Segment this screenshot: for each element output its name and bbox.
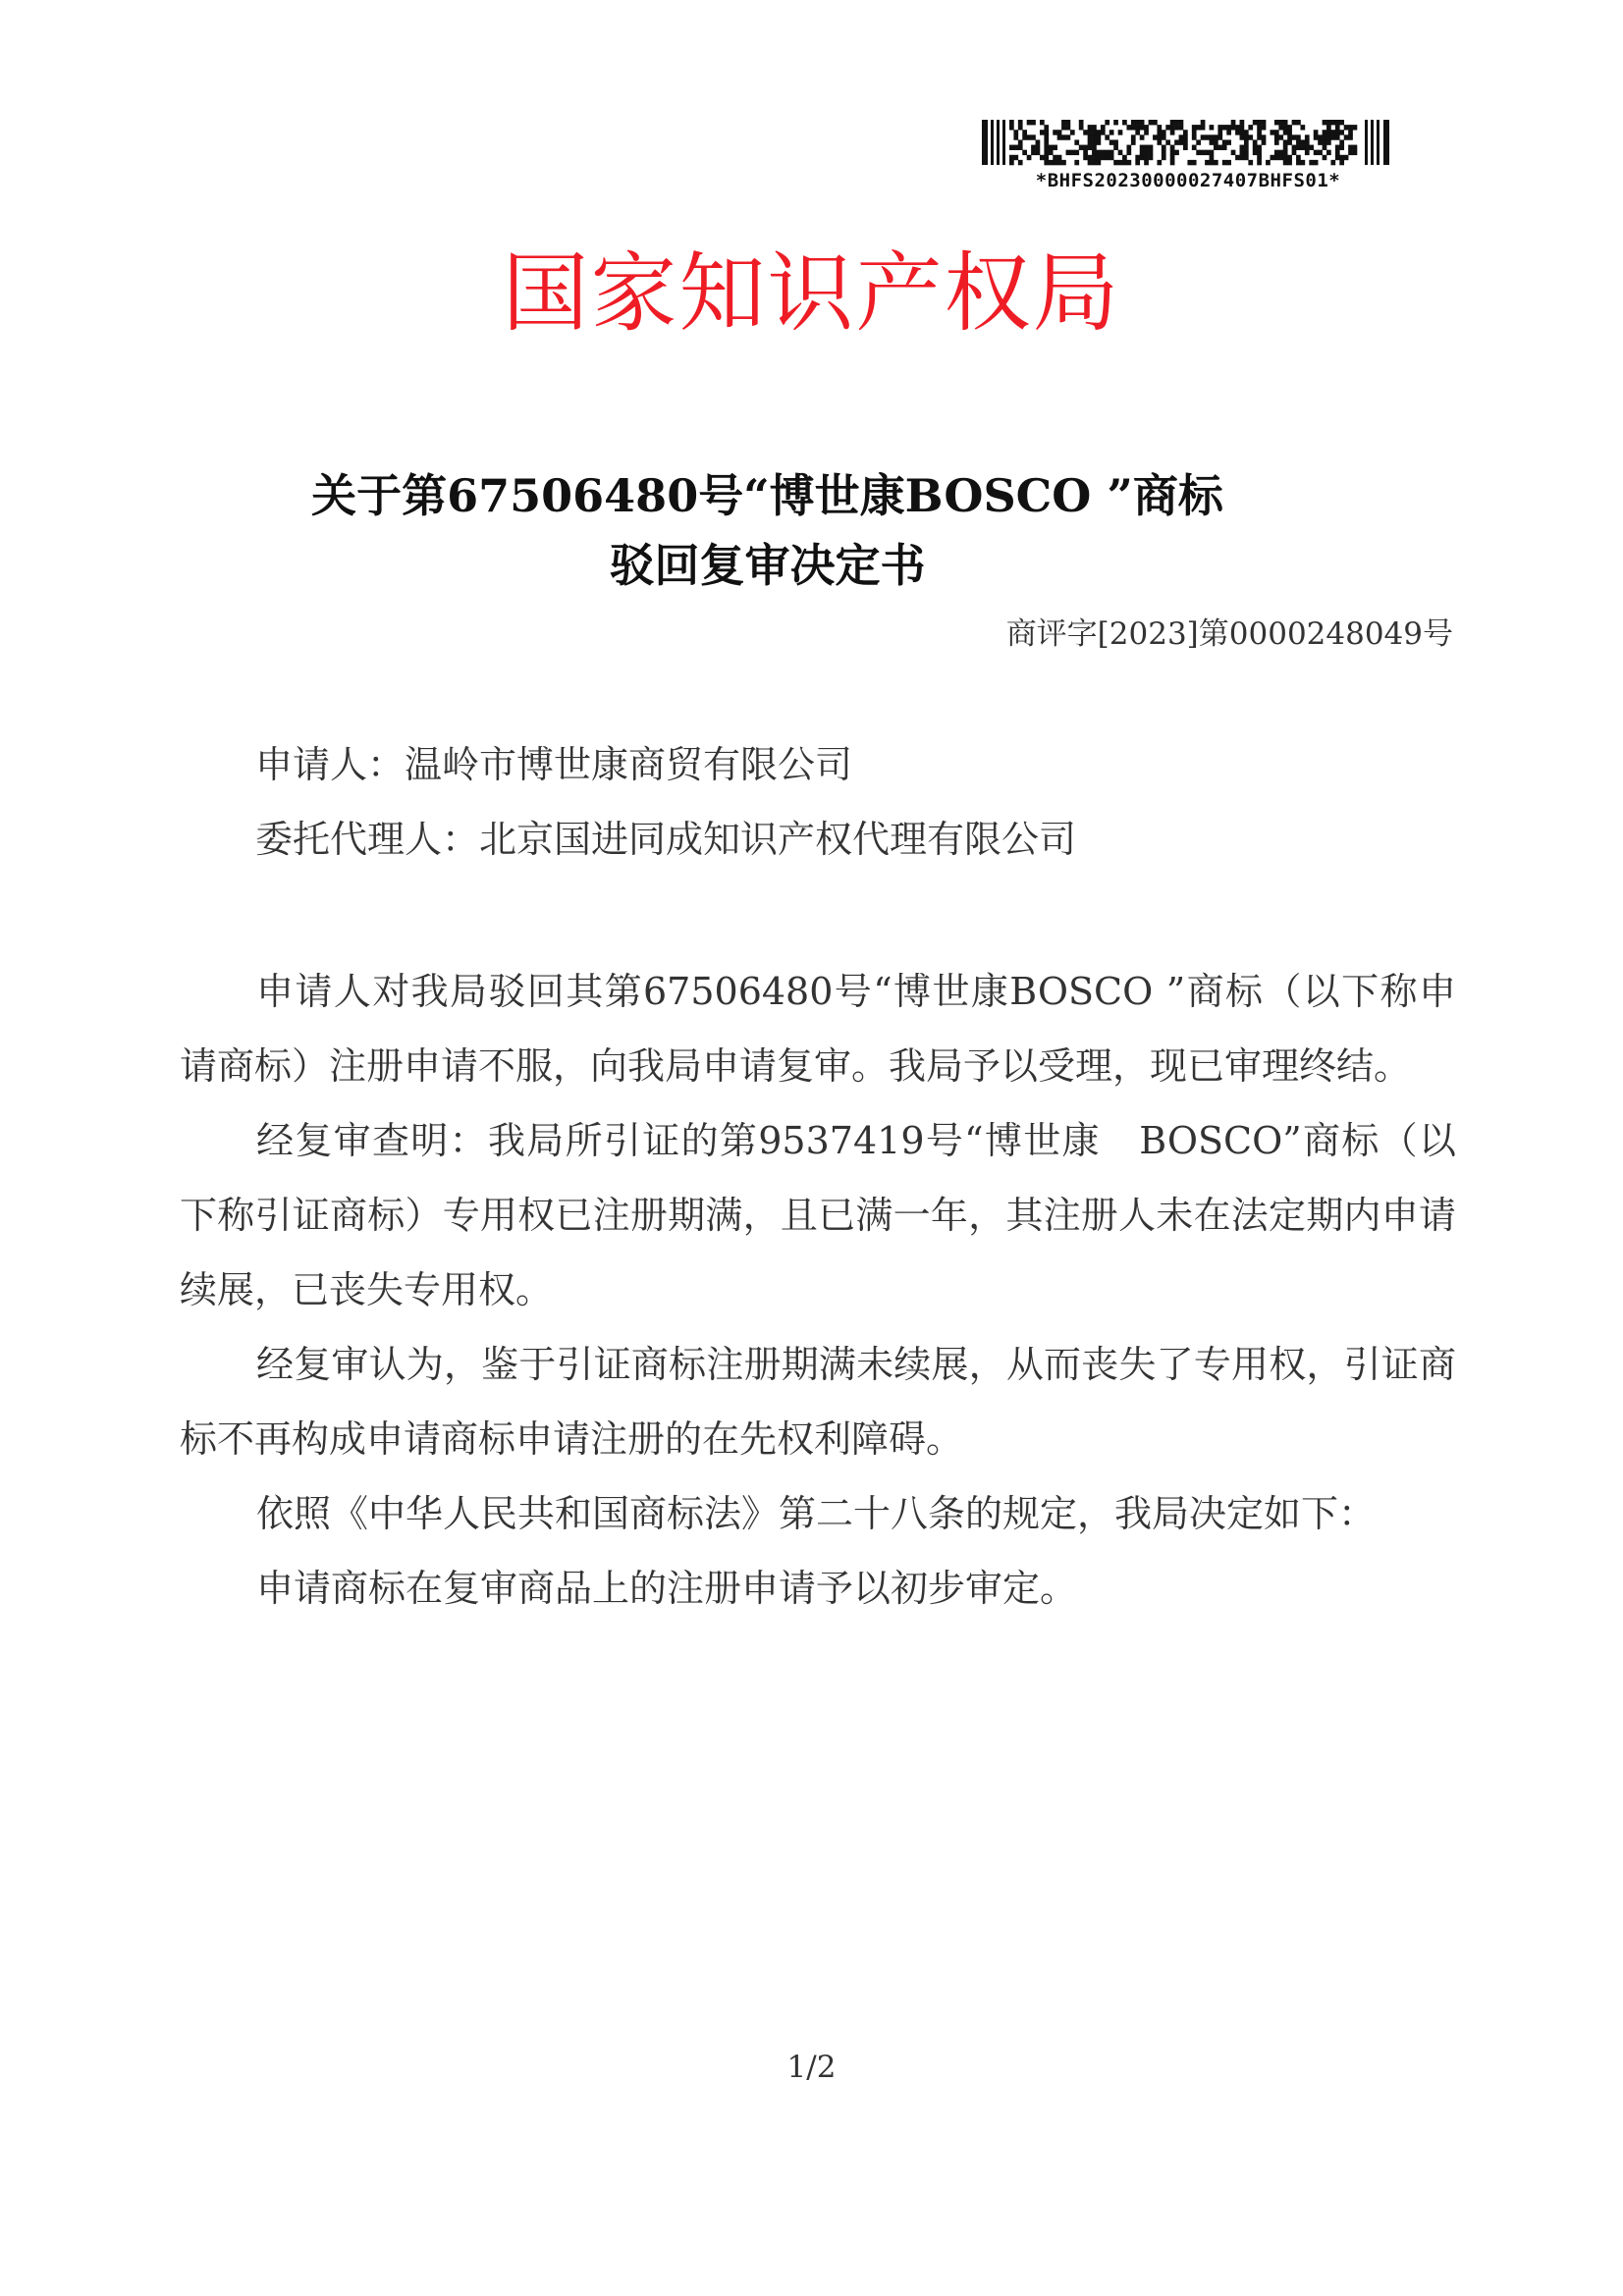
body-paragraph-5: 申请商标在复审商品上的注册申请予以初步审定。 <box>256 1567 1078 1610</box>
barcode-text: *BHFS20230000027407BHFS01* <box>1035 170 1341 191</box>
document-title-line1: 关于第67506480号“博世康BOSCO ”商标 <box>311 469 1223 522</box>
body-paragraph-1: 申请人对我局驳回其第67506480号“博世康BOSCO ”商标（以下称申请商标）注册申请不服，向我局申请复审。我局予以受理，现已审理终结。 <box>180 970 1456 1088</box>
agent-line: 委托代理人：北京国进同成知识产权代理有限公司 <box>255 818 1077 861</box>
barcode-block <box>982 118 1394 196</box>
body-paragraph-3: 经复审认为，鉴于引证商标注册期满未续展，从而丧失了专用权，引证商标不再构成申请商标申请注册的在先权利障碍。 <box>180 1343 1456 1461</box>
barcode-image <box>982 118 1394 167</box>
reference-number: 商评字[2023]第0000248049号 <box>1005 616 1453 652</box>
body-paragraph-2: 经复审查明：我局所引证的第9537419号“博世康 BOSCO”商标（以下称引证商标）专用权已注册期满，且已满一年，其注册人未在法定期内申请续展，已丧失专用权。 <box>180 1119 1456 1311</box>
page-number: 1/2 <box>786 2050 837 2085</box>
applicant-line: 申请人：温岭市博世康商贸有限公司 <box>255 743 853 786</box>
agency-title: 国家知识产权局 <box>502 242 1121 344</box>
body-paragraph-4: 依照《中华人民共和国商标法》第二十八条的规定，我局决定如下： <box>256 1492 1377 1535</box>
document-title-line2: 驳回复审决定书 <box>609 539 926 592</box>
decision-body <box>180 954 1456 1626</box>
